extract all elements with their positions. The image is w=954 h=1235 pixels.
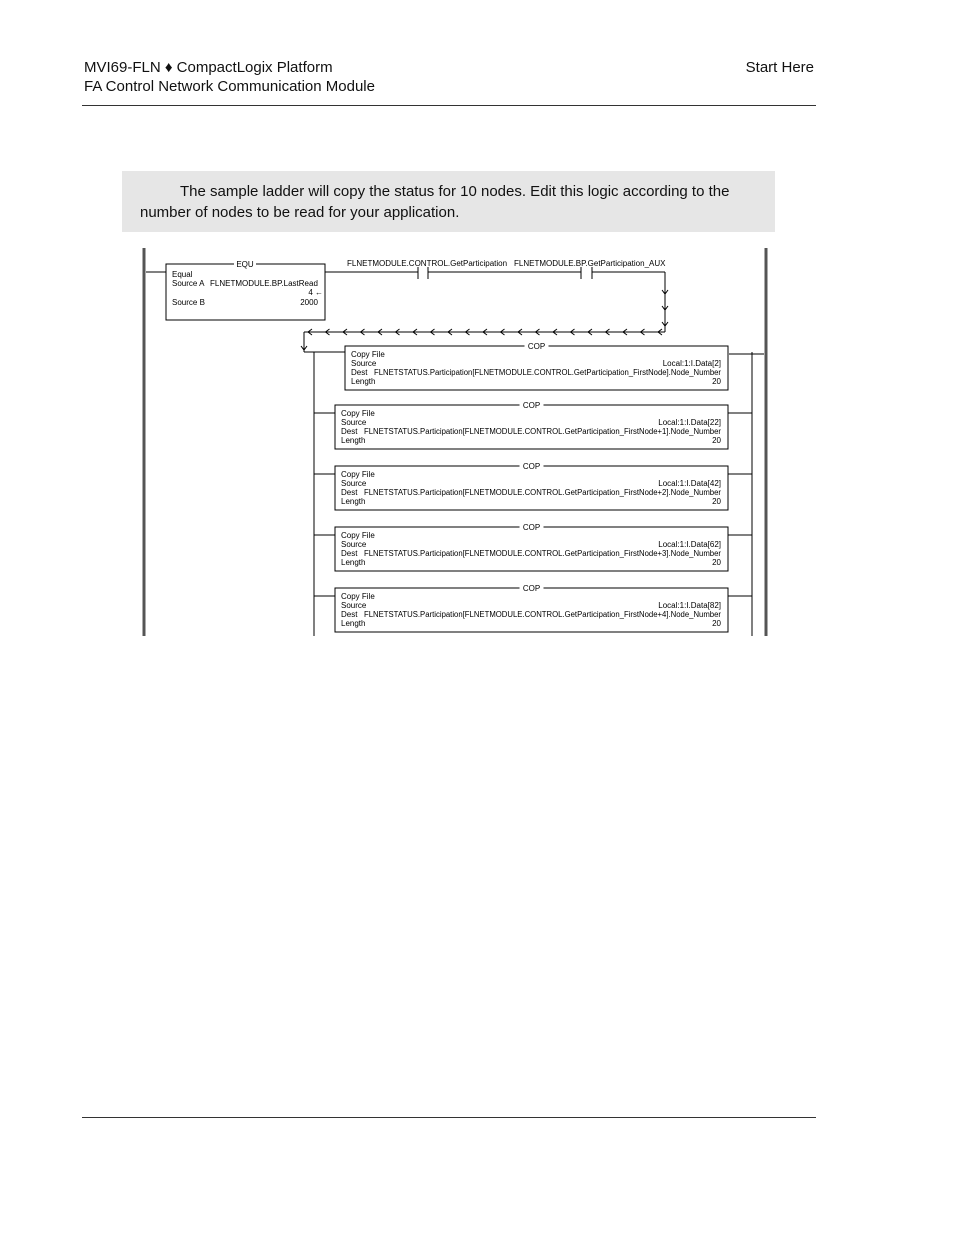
cop-label: Copy File	[341, 592, 375, 601]
contact2-tag: FLNETMODULE.BP.GetParticipation_AUX	[514, 259, 666, 268]
equ-source-a-label: Source A	[172, 279, 205, 288]
document-header-title	[84, 58, 375, 96]
cop-title: COP	[522, 523, 541, 532]
cop-length-value: 20	[712, 558, 721, 567]
cop-length-label: Length	[341, 436, 366, 445]
note-box	[122, 171, 775, 232]
cop-dest-value: FLNETSTATUS.Participation[FLNETMODULE.CONTROL.GetParticipation_FirstNode+3].Node_Number	[364, 549, 722, 558]
cop-instruction	[314, 461, 752, 510]
cop-instructions	[314, 341, 752, 632]
cop-length-label: Length	[341, 558, 366, 567]
equ-title: EQU	[236, 260, 254, 269]
ladder-diagram	[140, 248, 770, 641]
cop-source-value: Local:1:I.Data[42]	[658, 479, 721, 488]
cop-title: COP	[527, 342, 546, 351]
cop-dest-value: FLNETSTATUS.Participation[FLNETMODULE.CONTROL.GetParticipation_FirstNode].Node_Number	[374, 368, 722, 377]
cop-instruction	[314, 400, 752, 449]
header-rule	[82, 105, 816, 106]
cop-title: COP	[522, 401, 541, 410]
cop-length-value: 20	[712, 436, 721, 445]
cop-source-label: Source	[341, 479, 367, 488]
cop-label: Copy File	[341, 409, 375, 418]
cop-source-label: Source	[341, 540, 367, 549]
cop-label: Copy File	[351, 350, 385, 359]
header-line-1: MVI69-FLN ♦ CompactLogix Platform	[84, 59, 333, 76]
cop-instruction	[314, 583, 752, 632]
cop-length-value: 20	[712, 619, 721, 628]
cop-source-value: Local:1:I.Data[2]	[662, 359, 721, 368]
equ-source-b-value: 2000	[300, 298, 318, 307]
cop-source-value: Local:1:I.Data[82]	[658, 601, 721, 610]
equ-source-a-value: 4 ←	[308, 288, 323, 297]
contact-getparticipation-aux	[514, 259, 666, 279]
header-line-2: FA Control Network Communication Module	[84, 78, 375, 95]
cop-dest-value: FLNETSTATUS.Participation[FLNETMODULE.CONTROL.GetParticipation_FirstNode+2].Node_Number	[364, 488, 722, 497]
equ-source-a-tag: FLNETMODULE.BP.LastRead	[210, 279, 318, 288]
cop-source-label: Source	[341, 601, 367, 610]
cop-length-value: 20	[712, 377, 721, 386]
header-section: Start Here	[745, 59, 814, 76]
cop-dest-label: Dest	[341, 427, 358, 436]
cop-dest-label: Dest	[351, 368, 368, 377]
cop-dest-label: Dest	[341, 488, 358, 497]
cop-title: COP	[522, 584, 541, 593]
note-text: The sample ladder will copy the status for 10 nodes. Edit this logic according to the number of nodes to be read for your application.	[140, 183, 730, 221]
cop-dest-label: Dest	[341, 610, 358, 619]
cop-dest-value: FLNETSTATUS.Participation[FLNETMODULE.CONTROL.GetParticipation_FirstNode+4].Node_Number	[364, 610, 722, 619]
cop-length-value: 20	[712, 497, 721, 506]
cop-length-label: Length	[351, 377, 376, 386]
cop-label: Copy File	[341, 470, 375, 479]
equ-source-b-label: Source B	[172, 298, 205, 307]
cop-label: Copy File	[341, 531, 375, 540]
equ-label: Equal	[172, 270, 193, 279]
cop-instruction	[314, 522, 752, 571]
footer-rule	[82, 1117, 816, 1118]
cop-length-label: Length	[341, 497, 366, 506]
cop-instruction	[345, 341, 728, 390]
cop-dest-label: Dest	[341, 549, 358, 558]
ladder-svg	[140, 248, 770, 636]
cop-source-value: Local:1:I.Data[62]	[658, 540, 721, 549]
cop-source-label: Source	[351, 359, 377, 368]
cop-source-value: Local:1:I.Data[22]	[658, 418, 721, 427]
equ-instruction	[146, 259, 418, 320]
rung-wrap-connector	[301, 272, 668, 352]
contact1-tag: FLNETMODULE.CONTROL.GetParticipation	[347, 259, 508, 268]
cop-source-label: Source	[341, 418, 367, 427]
cop-length-label: Length	[341, 619, 366, 628]
cop-dest-value: FLNETSTATUS.Participation[FLNETMODULE.CONTROL.GetParticipation_FirstNode+1].Node_Number	[364, 427, 722, 436]
cop-title: COP	[522, 462, 541, 471]
